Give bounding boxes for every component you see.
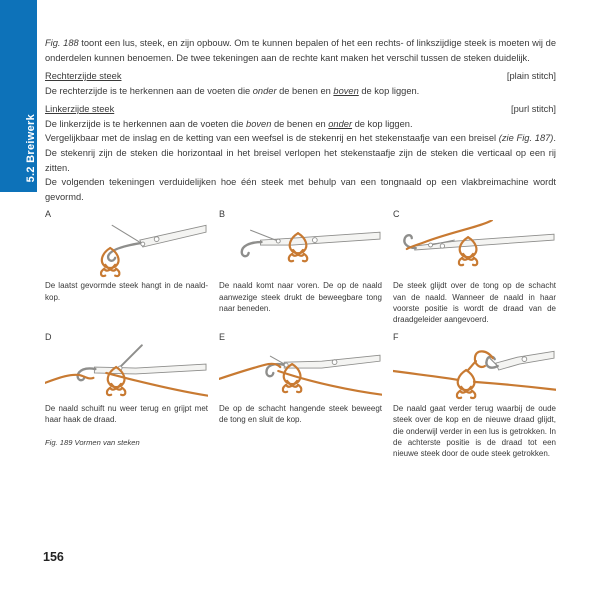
intro-paragraph	[45, 36, 556, 65]
emphasis-onder: onder	[328, 118, 353, 129]
emphasis-onder: onder	[252, 85, 277, 96]
latch-pivot	[141, 242, 145, 246]
shaft-rivet	[312, 238, 317, 243]
text-segment: . De stekenrij zijn de steken die horizontaal in het breisel verlopen het stekenstaafje zijn de steken die verticaal op een rij zitten.	[45, 133, 556, 173]
plain-stitch-tag: [plain stitch]	[506, 71, 556, 82]
fig-187-reference: (zie Fig. 187)	[498, 133, 554, 144]
text-segment: De linkerzijde is te herkennen aan de voeten die	[45, 118, 247, 129]
figure-panel-c	[393, 208, 556, 325]
yarn-left	[45, 375, 93, 383]
emphasis-boven: boven	[246, 118, 272, 129]
text-segment: Vergelijkbaar met de inslag en de ketting van een weefsel is de stekenrij en het stekenstaafje van een breisel	[45, 133, 499, 144]
emphasis-boven: boven	[333, 85, 359, 96]
linkerzijde-description	[45, 117, 556, 132]
shaft-rivet	[522, 357, 527, 362]
shaft-rivet	[332, 360, 337, 365]
text-segment: de benen en	[276, 85, 334, 96]
latch-pivot	[429, 243, 433, 247]
panel-caption-b: De naald komt naar voren. De op de naald aanwezige steek drukt de beweegbare tong naar beneden.	[219, 281, 382, 313]
figure-panel-e	[219, 331, 382, 459]
text-segment: de kop liggen.	[358, 85, 420, 96]
panel-label-c: C	[393, 209, 400, 220]
panel-caption-c: De steek glijdt over de tong op de schacht van de naald. Wanneer de naald in haar voorste positie is wordt de draad van de draadgeleider aangevoerd.	[393, 281, 556, 324]
latch-needle-illustration-d	[45, 343, 208, 401]
loop-connector-yarn	[468, 361, 476, 370]
figure-189-grid	[45, 208, 556, 459]
needle-hook	[266, 364, 285, 376]
shaft-rivet	[154, 237, 159, 242]
shaft-rivet	[440, 244, 444, 248]
chapter-label: 5.2 Breiwerk	[24, 113, 37, 182]
rechterzijde-description	[45, 84, 556, 99]
needle-hook	[108, 243, 141, 261]
figure-panel-a	[45, 208, 208, 325]
needle-hook	[242, 242, 262, 256]
yarn-right	[474, 382, 556, 390]
fig-188-reference: Fig. 188	[45, 38, 79, 48]
page-content	[45, 0, 556, 459]
page-number: 156	[43, 550, 64, 564]
latch-needle-illustration-e	[219, 343, 382, 401]
panel-label-f: F	[393, 332, 399, 343]
text-segment: de benen en	[271, 118, 329, 129]
yarn-stitch	[457, 370, 475, 398]
purl-stitch-heading-row	[45, 103, 556, 117]
panel-caption-f: De naald gaat verder terug waarbij de oude steek over de kop en de nieuwe draad glijdt, die onderwijl verder in een lus is getrokken. In de achterste positie is de draad tot een nieuwe steek door de oude steek getrokken.	[393, 404, 556, 458]
figure-panel-f	[393, 331, 556, 459]
panel-label-d: D	[45, 332, 52, 343]
latch-needle-illustration-f	[393, 343, 556, 401]
latch-needle-illustration-a	[45, 220, 208, 278]
needle-shaft	[415, 235, 554, 251]
compare-paragraph	[45, 131, 556, 175]
purl-stitch-tag: [purl stitch]	[511, 104, 556, 115]
panel-caption-d: De naald schuift nu weer terug en grijpt met haar haak de draad.	[45, 404, 208, 425]
text-segment: de kop liggen.	[352, 118, 413, 129]
heading-rechterzijde-steek: Rechterzijde steek	[45, 71, 122, 82]
panel-label-e: E	[219, 332, 226, 343]
heading-linkerzijde-steek: Linkerzijde steek	[45, 104, 115, 115]
panel-label-a: A	[45, 209, 52, 220]
panel-label-b: B	[219, 209, 226, 220]
text-segment: De rechterzijde is te herkennen aan de voeten die	[45, 85, 253, 96]
panel-caption-a: De laatst gevormde steek hangt in de naaldkop.	[45, 281, 208, 302]
chapter-sidebar-tab	[0, 0, 37, 192]
panel-caption-e: De op de schacht hangende steek beweegt de tong en sluit de kop.	[219, 404, 382, 425]
needle-shaft	[140, 226, 206, 248]
yarn-left	[393, 371, 458, 380]
latch-pivot	[276, 239, 280, 243]
intro-text: toont een lus, steek, en zijn opbouw. Om te kunnen bepalen of het een rechts- of linkszijdige steek is moeten wij de onderdelen kunnen benoemen. De twee tekeningen aan de rechte kant maken het verschil tussen de steken duidelijk.	[45, 38, 556, 63]
following-paragraph: De volgenden tekeningen verduidelijken hoe één steek met behulp van een tongnaald op een vlakbreimachine wordt gevormd.	[45, 177, 556, 202]
latch-needle-illustration-c	[393, 220, 556, 278]
latch-needle-illustration-b	[219, 220, 382, 278]
needle-latch	[112, 226, 143, 245]
figure-189-caption: Fig. 189 Vormen van steken	[45, 438, 140, 447]
figure-panel-b	[219, 208, 382, 325]
plain-stitch-heading-row	[45, 70, 556, 84]
needle-latch-open	[120, 345, 142, 367]
